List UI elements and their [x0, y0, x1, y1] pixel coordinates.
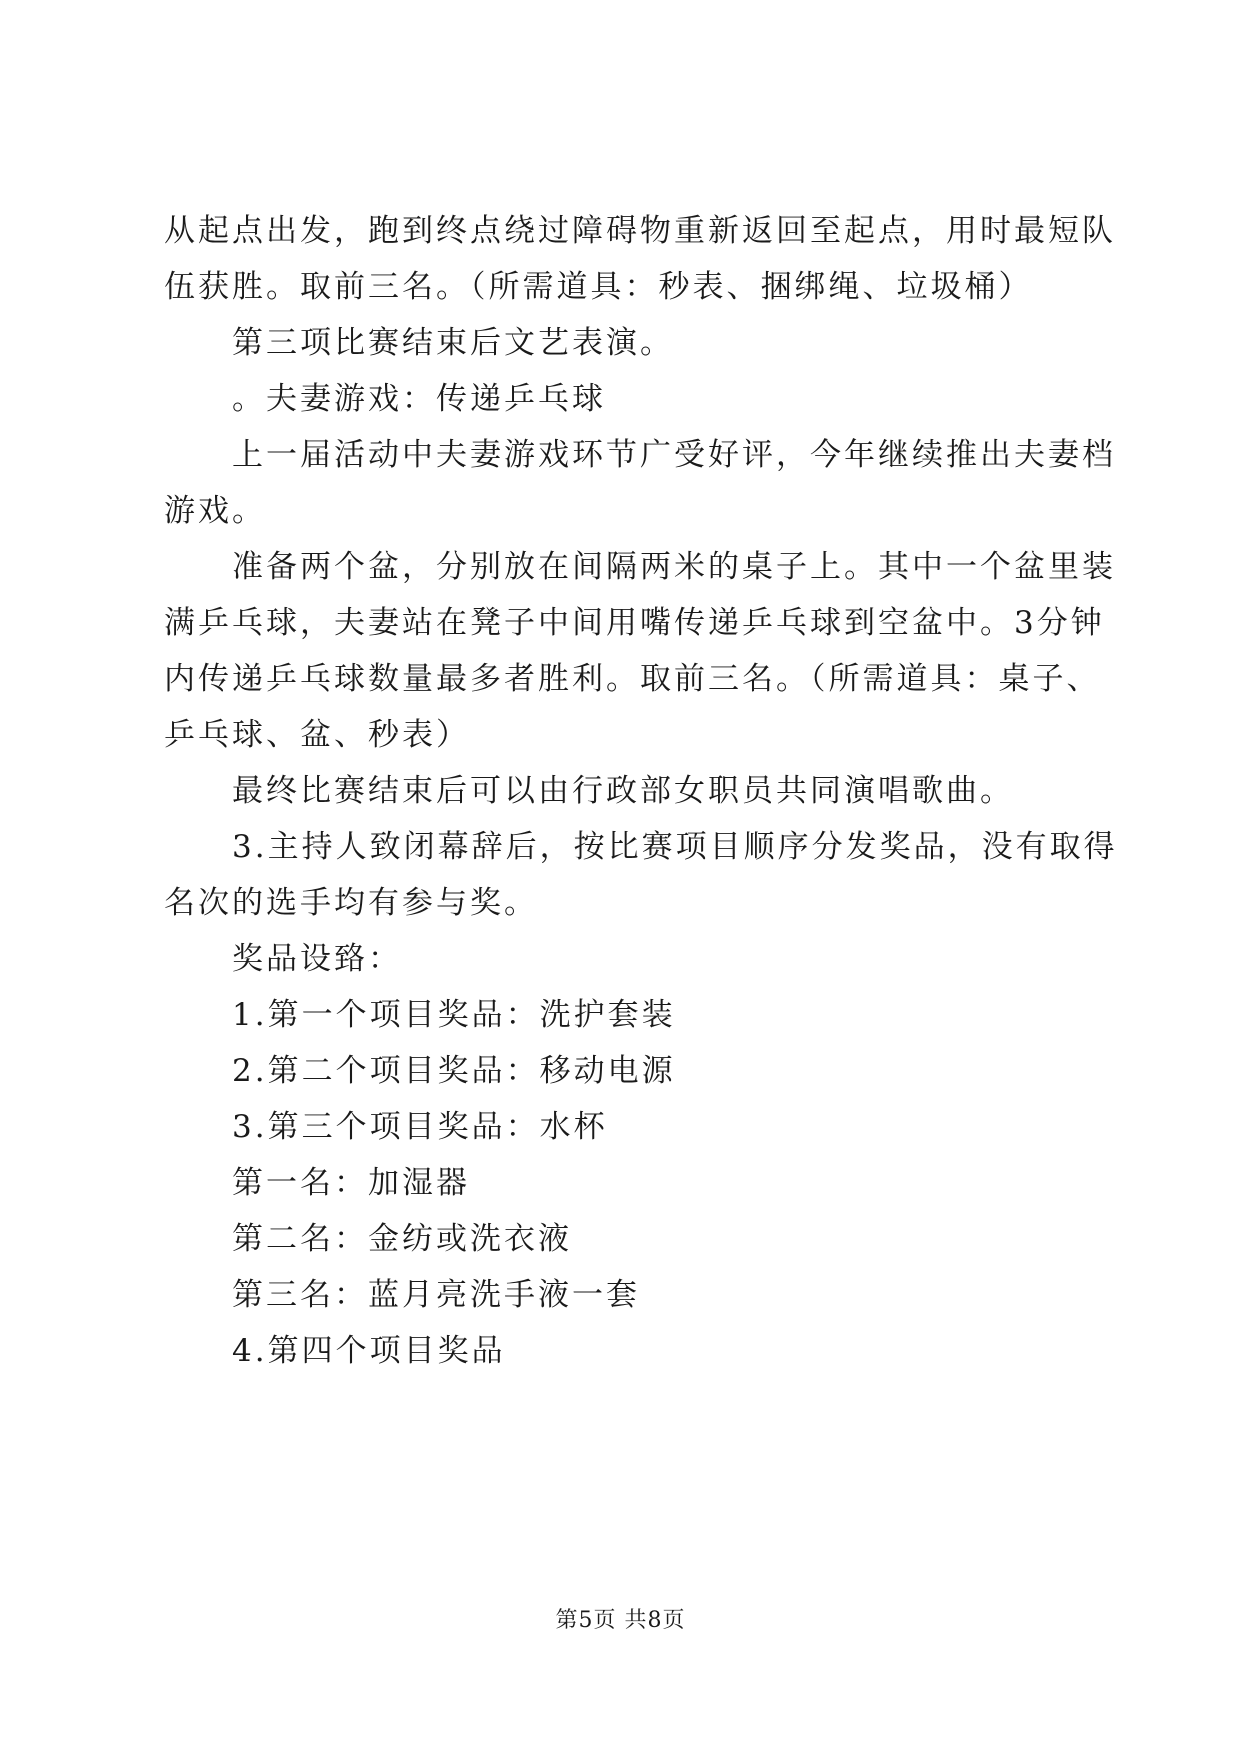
- list-item: 第二名：金纺或洗衣液: [232, 1221, 572, 1257]
- list-item: 3.第三个项目奖品：水杯: [232, 1109, 608, 1145]
- body-text-line: 最终比赛结束后可以由行政部女职员共同演唱歌曲。: [232, 773, 1014, 809]
- body-text-line: 3.主持人致闭幕辞后，按比赛项目顺序分发奖品，没有取得: [232, 829, 1118, 865]
- body-text-line: 名次的选手均有参与奖。: [164, 885, 538, 921]
- body-text-line: 从起点出发，跑到终点绕过障碍物重新返回至起点，用时最短队: [164, 213, 1116, 249]
- body-text-line: 内传递乒乓球数量最多者胜利。取前三名。（所需道具：桌子、: [164, 661, 1101, 697]
- list-item: 第三名：蓝月亮洗手液一套: [232, 1277, 640, 1313]
- body-text-line: 游戏。: [164, 493, 266, 529]
- body-text-line: 乒乓球、盆、秒表）: [164, 717, 470, 753]
- list-item: 4.第四个项目奖品: [232, 1333, 506, 1369]
- list-item: 第一名：加湿器: [232, 1165, 470, 1201]
- list-item: 2.第二个项目奖品：移动电源: [232, 1053, 676, 1089]
- section-heading: 。夫妻游戏：传递乒乓球: [232, 381, 606, 417]
- list-item: 1.第一个项目奖品：洗护套装: [232, 997, 676, 1033]
- body-text-line: 上一届活动中夫妻游戏环节广受好评，今年继续推出夫妻档: [232, 437, 1116, 473]
- body-text-line: 第三项比赛结束后文艺表演。: [232, 325, 674, 361]
- body-text-line: 伍获胜。取前三名。（所需道具：秒表、捆绑绳、垃圾桶）: [164, 269, 1033, 305]
- body-text-line: 准备两个盆，分别放在间隔两米的桌子上。其中一个盆里装: [232, 549, 1116, 585]
- page-footer: 第5页 共8页: [555, 1608, 686, 1633]
- section-heading: 奖品设臵：: [232, 941, 402, 977]
- body-text-line: 满乒乓球，夫妻站在凳子中间用嘴传递乒乓球到空盆中。3分钟: [164, 605, 1105, 641]
